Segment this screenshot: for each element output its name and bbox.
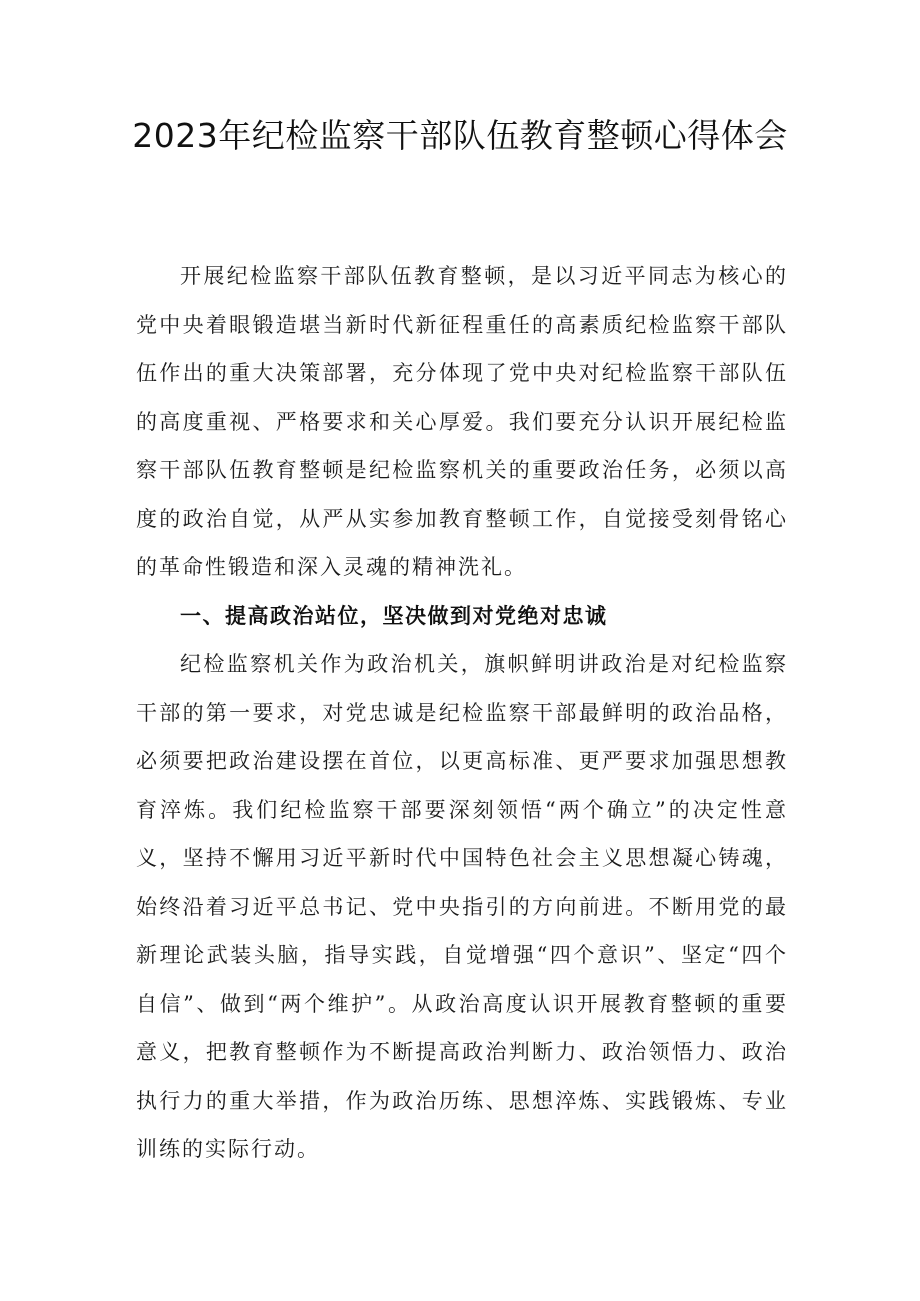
document-title: 2023年纪检监察干部队伍教育整顿心得体会: [132, 116, 788, 155]
intro-paragraph: 开展纪检监察干部队伍教育整顿，是以习近平同志为核心的党中央着眼锻造堪当新时代新征程重任的高素质纪检监察干部队伍作出的重大决策部署，充分体现了党中央对纪检监察干部队伍的高度重视、严格要求和关心厚爱。我们要充分认识开展纪检监察干部队伍教育整顿是纪检监察机关的重要政治任务，必须以高度的政治自觉，从严从实参加教育整顿工作，自觉接受刻骨铭心的革命性锻造和深入灵魂的精神洗礼。: [136, 264, 788, 579]
section-heading: 一、提高政治站位，坚决做到对党绝对忠诚: [180, 604, 608, 628]
section-paragraph: 纪检监察机关作为政治机关，旗帜鲜明讲政治是对纪检监察干部的第一要求，对党忠诚是纪检监察干部最鲜明的政治品格，必须要把政治建设摆在首位，以更高标准、更严要求加强思想教育淬炼。我们纪检监察干部要深刻领悟“两个确立”的决定性意义，坚持不懈用习近平新时代中国特色社会主义思想凝心铸魂，始终沿着习近平总书记、党中央指引的方向前进。不断用党的最新理论武装头脑，指导实践，自觉增强“四个意识”、坚定“四个自信”、做到“两个维护”。从政治高度认识开展教育整顿的重要意义，把教育整顿作为不断提高政治判断力、政治领悟力、政治执行力的重大举措，作为政治历练、思想淬炼、实践锻炼、专业训练的实际行动。: [136, 652, 788, 1161]
